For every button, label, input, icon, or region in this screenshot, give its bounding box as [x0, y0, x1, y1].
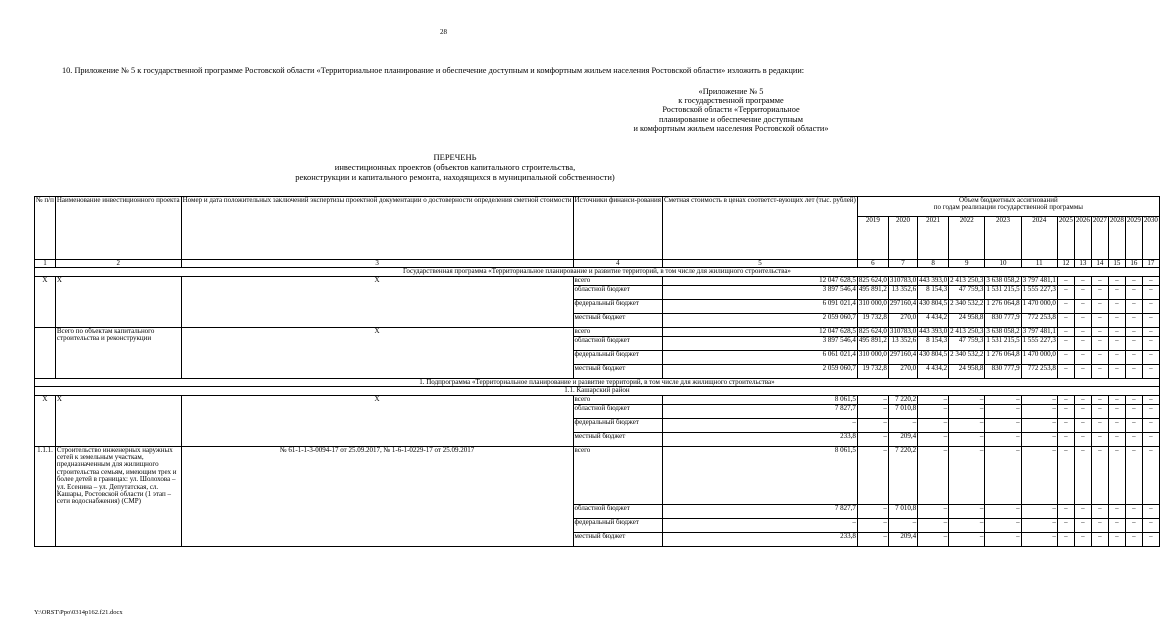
- header-volume-top: Объем бюджетных ассигнований: [959, 196, 1058, 204]
- value-cell: 2 340 532,2: [949, 350, 985, 364]
- value-cell: –: [1125, 336, 1142, 350]
- value-cell: –: [1091, 518, 1108, 532]
- value-cell: –: [1057, 336, 1074, 350]
- table-row: [35, 395, 1160, 404]
- value-cell: 310783,0: [889, 275, 917, 284]
- value-cell: –: [1091, 285, 1108, 299]
- value-cell: –: [1108, 518, 1125, 532]
- value-cell: 4 434,2: [918, 364, 949, 378]
- value-cell: 2 059 060,7: [663, 313, 858, 327]
- value-cell: 209,4: [888, 532, 917, 546]
- value-cell: –: [949, 532, 985, 546]
- value-cell: –: [1125, 446, 1142, 504]
- year-header: 2023: [985, 217, 1021, 260]
- value-cell: 7 010,8: [888, 404, 917, 418]
- expert-conclusion: Х: [181, 395, 573, 446]
- value-cell: –: [1074, 432, 1091, 446]
- table-row: [35, 446, 1160, 504]
- year-header: 2029: [1125, 217, 1142, 260]
- funding-source: федеральный бюджет: [573, 350, 662, 364]
- value-cell: 7 220,2: [888, 395, 917, 404]
- value-cell: 7 010,8: [888, 504, 917, 518]
- header-volume: [857, 197, 1159, 217]
- value-cell: –: [1057, 299, 1074, 313]
- value-cell: –: [1091, 504, 1108, 518]
- row-number: [35, 327, 56, 378]
- value-cell: –: [949, 395, 985, 404]
- appendix-caption: [600, 87, 862, 133]
- value-cell: –: [985, 432, 1021, 446]
- year-header: 2021: [918, 217, 949, 260]
- section-title: Государственная программа «Территориальное планирование и развитие территорий, в том числе для жилищного строительства»: [35, 268, 1160, 276]
- value-cell: –: [1091, 432, 1108, 446]
- value-cell: –: [1108, 313, 1125, 327]
- year-header: 2026: [1074, 217, 1091, 260]
- funding-source: всего: [573, 446, 662, 504]
- value-cell: –: [1125, 313, 1142, 327]
- value-cell: 825 624,0: [858, 326, 887, 335]
- year-header: 2030: [1142, 217, 1159, 260]
- value-cell: –: [1074, 313, 1091, 327]
- header-no: № п/п: [35, 197, 56, 260]
- value-cell: 3 638 058,2: [986, 275, 1020, 284]
- value-cell: –: [985, 395, 1021, 404]
- value-cell: –: [918, 395, 949, 404]
- value-cell: –: [1074, 518, 1091, 532]
- value-cell: 1 531 215,5: [985, 285, 1021, 299]
- value-cell: –: [1142, 504, 1159, 518]
- column-number: 15: [1108, 260, 1125, 268]
- column-number: 16: [1125, 260, 1142, 268]
- appendix-line: к государственной программе: [678, 96, 784, 106]
- value-cell: –: [1021, 404, 1057, 418]
- column-number: 12: [1057, 260, 1074, 268]
- funding-source: областной бюджет: [573, 336, 662, 350]
- value-cell: –: [1074, 285, 1091, 299]
- value-cell: 270,0: [888, 313, 917, 327]
- column-number: 3: [181, 260, 573, 268]
- value-cell: –: [1074, 364, 1091, 378]
- value-cell: 6 091 021,4: [663, 299, 858, 313]
- value-cell: –: [1108, 418, 1125, 432]
- column-number: 4: [573, 260, 662, 268]
- value-cell: –: [857, 504, 888, 518]
- value-cell: –: [1125, 532, 1142, 546]
- value-cell: –: [1108, 532, 1125, 546]
- value-cell: –: [1142, 327, 1159, 336]
- value-cell: –: [1057, 532, 1074, 546]
- value-cell: –: [857, 404, 888, 418]
- value-cell: –: [1125, 395, 1142, 404]
- value-cell: 19 732,8: [857, 364, 888, 378]
- funding-source: областной бюджет: [573, 404, 662, 418]
- value-cell: –: [949, 404, 985, 418]
- value-cell: 8 061,5: [663, 446, 858, 504]
- column-number: 14: [1091, 260, 1108, 268]
- value-cell: 13 352,6: [888, 285, 917, 299]
- value-cell: 2 413 250,3: [950, 275, 984, 284]
- value-cell: –: [1125, 504, 1142, 518]
- value-cell: –: [1108, 432, 1125, 446]
- table-row: [35, 276, 1160, 285]
- value-cell: –: [949, 432, 985, 446]
- value-cell: 495 891,2: [857, 336, 888, 350]
- year-header: 2027: [1091, 217, 1108, 260]
- row-number: Х: [35, 276, 56, 327]
- value-cell: –: [857, 432, 888, 446]
- value-cell: 1 470 000,0: [1021, 299, 1057, 313]
- project-name: Всего по объектам капитального строительства и реконструкции: [55, 327, 181, 378]
- row-number: 1.1.1.: [35, 446, 56, 546]
- value-cell: 310783,0: [889, 326, 917, 335]
- value-cell: –: [1142, 418, 1159, 432]
- value-cell: 8 061,5: [663, 395, 858, 404]
- value-cell: –: [1142, 432, 1159, 446]
- value-cell: –: [857, 395, 888, 404]
- value-cell: –: [1091, 364, 1108, 378]
- value-cell: –: [1125, 518, 1142, 532]
- value-cell: 8 154,3: [918, 285, 949, 299]
- value-cell: 1 276 064,8: [985, 350, 1021, 364]
- value-cell: 297160,4: [888, 299, 917, 313]
- value-cell: –: [918, 418, 949, 432]
- value-cell: –: [857, 446, 888, 504]
- column-number: 5: [663, 260, 858, 268]
- value-cell: 6 061 021,4: [663, 350, 858, 364]
- value-cell: 3 797 481,1: [1022, 326, 1056, 335]
- column-number: 9: [949, 260, 985, 268]
- value-cell: –: [857, 418, 888, 432]
- value-cell: 2 340 532,2: [949, 299, 985, 313]
- value-cell: –: [918, 446, 949, 504]
- year-header: 2022: [949, 217, 985, 260]
- column-number: 8: [918, 260, 949, 268]
- value-cell: –: [663, 418, 858, 432]
- value-cell: –: [985, 504, 1021, 518]
- value-cell: –: [1074, 336, 1091, 350]
- value-cell: –: [1125, 418, 1142, 432]
- value-cell: 443 393,0: [919, 275, 948, 284]
- value-cell: –: [1091, 395, 1108, 404]
- value-cell: –: [1057, 276, 1074, 285]
- value-cell: –: [1108, 395, 1125, 404]
- value-cell: 825 624,0: [858, 275, 887, 284]
- value-cell: –: [857, 532, 888, 546]
- section-row: [35, 387, 1160, 395]
- value-cell: 430 804,5: [918, 299, 949, 313]
- expert-conclusion: № 61-1-1-3-0094-17 от 25.09.2017, № 1-6-1-0229-17 от 25.09.2017: [181, 446, 573, 546]
- value-cell: –: [1057, 313, 1074, 327]
- value-cell: –: [1021, 518, 1057, 532]
- intro-paragraph: 10. Приложение № 5 к государственной программе Ростовской области «Территориальное планирование и обеспечение доступным и комфортным жильем населения Ростовской области» изложить в редакции:: [62, 66, 805, 75]
- value-cell: –: [985, 446, 1021, 504]
- value-cell: –: [1108, 350, 1125, 364]
- funding-source: федеральный бюджет: [573, 518, 662, 532]
- column-number: 11: [1021, 260, 1057, 268]
- value-cell: 233,8: [663, 532, 858, 546]
- value-cell: –: [1142, 395, 1159, 404]
- value-cell: –: [663, 518, 858, 532]
- funding-source: всего: [573, 327, 662, 336]
- value-cell: –: [1074, 446, 1091, 504]
- value-cell: –: [1021, 446, 1057, 504]
- value-cell: –: [1125, 276, 1142, 285]
- project-name: Строительство инженерных наружных сетей к земельным участкам, предназначенным для жилищного строительства семьям, имеющим трех и более детей в границах: ул. Шолохова – ул. Есенина – ул. Депутатская, сл. Кашары, Ростовской области (1 этап – сети водоснабжения) (СМР): [55, 446, 181, 546]
- value-cell: –: [1057, 350, 1074, 364]
- year-header: 2020: [888, 217, 917, 260]
- section-title: 1.1. Кашарский район: [35, 387, 1160, 395]
- value-cell: –: [1108, 504, 1125, 518]
- value-cell: –: [1142, 446, 1159, 504]
- value-cell: –: [918, 504, 949, 518]
- value-cell: –: [1142, 404, 1159, 418]
- expert-conclusion: Х: [181, 327, 573, 378]
- value-cell: 2 059 060,7: [663, 364, 858, 378]
- value-cell: –: [1125, 364, 1142, 378]
- value-cell: 430 804,5: [918, 350, 949, 364]
- value-cell: –: [888, 518, 917, 532]
- header-row: [35, 197, 1160, 217]
- value-cell: –: [1091, 336, 1108, 350]
- value-cell: 495 891,2: [857, 285, 888, 299]
- funding-source: всего: [573, 395, 662, 404]
- value-cell: –: [918, 518, 949, 532]
- value-cell: –: [1125, 404, 1142, 418]
- value-cell: 47 759,3: [949, 336, 985, 350]
- investment-projects-table: [34, 196, 1160, 547]
- value-cell: –: [1021, 504, 1057, 518]
- document-subtitle: реконструкции и капитального ремонта, находящихся в муниципальной собственности): [295, 172, 615, 182]
- value-cell: –: [1057, 518, 1074, 532]
- value-cell: –: [1074, 418, 1091, 432]
- value-cell: –: [1091, 313, 1108, 327]
- value-cell: –: [1108, 336, 1125, 350]
- value-cell: 7 220,2: [888, 446, 917, 504]
- header-volume-sub: по годам реализации государственной программы: [933, 203, 1083, 212]
- value-cell: 8 154,3: [918, 336, 949, 350]
- value-cell: 1 555 227,3: [1021, 285, 1057, 299]
- value-cell: –: [1091, 532, 1108, 546]
- document-title: ПЕРЕЧЕНЬ: [433, 152, 477, 162]
- value-cell: 1 555 227,3: [1021, 336, 1057, 350]
- value-cell: –: [918, 432, 949, 446]
- value-cell: –: [1142, 299, 1159, 313]
- value-cell: 3 897 546,4: [663, 285, 858, 299]
- value-cell: –: [1091, 327, 1108, 336]
- value-cell: –: [888, 418, 917, 432]
- value-cell: –: [1021, 432, 1057, 446]
- column-number: 10: [985, 260, 1021, 268]
- value-cell: 12 047 628,5: [663, 276, 858, 285]
- funding-source: местный бюджет: [573, 364, 662, 378]
- value-cell: –: [1142, 285, 1159, 299]
- value-cell: 24 958,8: [949, 364, 985, 378]
- column-number: 2: [55, 260, 181, 268]
- value-cell: –: [1142, 518, 1159, 532]
- value-cell: –: [1074, 404, 1091, 418]
- value-cell: 2 413 250,3: [950, 326, 984, 335]
- funding-source: областной бюджет: [573, 285, 662, 299]
- value-cell: 1 276 064,8: [985, 299, 1021, 313]
- year-header: 2019: [857, 217, 888, 260]
- section-title: 1. Подпрограмма «Территориальное планирование и развитие территорий, в том числе для жилищного строительства»: [35, 378, 1160, 386]
- funding-source: всего: [573, 276, 662, 285]
- value-cell: –: [1108, 364, 1125, 378]
- value-cell: –: [1057, 395, 1074, 404]
- expert-conclusion: Х: [181, 276, 573, 327]
- funding-source: федеральный бюджет: [573, 299, 662, 313]
- file-path: Y:\ORST\Ppo\0314p162.f21.docx: [34, 609, 123, 616]
- column-number: 17: [1142, 260, 1159, 268]
- value-cell: –: [1108, 285, 1125, 299]
- project-name: Х: [55, 276, 181, 327]
- value-cell: –: [1108, 404, 1125, 418]
- value-cell: 7 827,7: [663, 504, 858, 518]
- table-row: [35, 327, 1160, 336]
- value-cell: 1 470 000,0: [1021, 350, 1057, 364]
- year-header: 2028: [1108, 217, 1125, 260]
- value-cell: –: [1091, 350, 1108, 364]
- value-cell: 310 000,0: [857, 299, 888, 313]
- appendix-line: Ростовской области «Территориальное: [662, 105, 800, 115]
- value-cell: –: [949, 504, 985, 518]
- value-cell: –: [857, 518, 888, 532]
- value-cell: –: [1057, 418, 1074, 432]
- value-cell: 443 393,0: [919, 326, 948, 335]
- value-cell: 209,4: [888, 432, 917, 446]
- value-cell: –: [1142, 350, 1159, 364]
- value-cell: –: [1057, 327, 1074, 336]
- value-cell: –: [1057, 504, 1074, 518]
- value-cell: 47 759,3: [949, 285, 985, 299]
- page-number: 28: [440, 28, 447, 36]
- value-cell: –: [1108, 446, 1125, 504]
- value-cell: –: [1074, 504, 1091, 518]
- value-cell: –: [1142, 532, 1159, 546]
- document-subtitle: инвестиционных проектов (объектов капитального строительства,: [334, 162, 576, 172]
- value-cell: –: [1091, 299, 1108, 313]
- value-cell: –: [1074, 532, 1091, 546]
- value-cell: 830 777,9: [985, 313, 1021, 327]
- value-cell: –: [1108, 299, 1125, 313]
- header-source: Источники финанси-рования: [573, 197, 662, 260]
- value-cell: –: [1125, 350, 1142, 364]
- row-number: Х: [35, 395, 56, 446]
- value-cell: –: [985, 418, 1021, 432]
- value-cell: –: [1074, 276, 1091, 285]
- value-cell: 772 253,8: [1021, 313, 1057, 327]
- value-cell: –: [1057, 364, 1074, 378]
- funding-source: местный бюджет: [573, 432, 662, 446]
- value-cell: –: [949, 446, 985, 504]
- value-cell: 270,0: [888, 364, 917, 378]
- value-cell: –: [949, 418, 985, 432]
- value-cell: –: [1057, 446, 1074, 504]
- appendix-line: «Приложение № 5: [698, 87, 764, 96]
- value-cell: 4 434,2: [918, 313, 949, 327]
- value-cell: 830 777,9: [985, 364, 1021, 378]
- column-number: 6: [857, 260, 888, 268]
- value-cell: –: [1142, 313, 1159, 327]
- funding-source: областной бюджет: [573, 504, 662, 518]
- value-cell: –: [1021, 532, 1057, 546]
- value-cell: –: [1057, 285, 1074, 299]
- value-cell: 3 797 481,1: [1022, 275, 1056, 284]
- value-cell: 1 531 215,5: [985, 336, 1021, 350]
- value-cell: –: [1021, 395, 1057, 404]
- value-cell: 772 253,8: [1021, 364, 1057, 378]
- value-cell: –: [1021, 418, 1057, 432]
- value-cell: –: [918, 404, 949, 418]
- header-name: Наименование инвестиционного проекта: [55, 197, 181, 260]
- value-cell: –: [1125, 285, 1142, 299]
- value-cell: –: [1074, 350, 1091, 364]
- value-cell: –: [1108, 276, 1125, 285]
- value-cell: 297160,4: [888, 350, 917, 364]
- value-cell: –: [949, 518, 985, 532]
- value-cell: 12 047 628,5: [663, 327, 858, 336]
- appendix-line: планирование и обеспечение доступным: [659, 114, 803, 124]
- value-cell: –: [1142, 276, 1159, 285]
- funding-source: местный бюджет: [573, 532, 662, 546]
- value-cell: –: [1074, 327, 1091, 336]
- value-cell: 3 897 546,4: [663, 336, 858, 350]
- value-cell: –: [1074, 299, 1091, 313]
- value-cell: 13 352,6: [888, 336, 917, 350]
- value-cell: –: [985, 532, 1021, 546]
- column-number: 1: [35, 260, 56, 268]
- value-cell: –: [1091, 446, 1108, 504]
- value-cell: –: [1142, 364, 1159, 378]
- value-cell: –: [918, 532, 949, 546]
- appendix-line: и комфортным жильем населения Ростовской области»: [633, 123, 829, 133]
- value-cell: 24 958,8: [949, 313, 985, 327]
- value-cell: –: [1142, 336, 1159, 350]
- value-cell: –: [1125, 299, 1142, 313]
- header-expert: Номер и дата положительных заключений экспертизы проектной документации о достоверности определения сметной стоимости: [181, 197, 573, 260]
- value-cell: –: [1108, 327, 1125, 336]
- year-header: 2024: [1021, 217, 1057, 260]
- value-cell: 310 000,0: [857, 350, 888, 364]
- value-cell: –: [1125, 432, 1142, 446]
- funding-source: местный бюджет: [573, 313, 662, 327]
- column-number: 7: [888, 260, 917, 268]
- value-cell: –: [1074, 395, 1091, 404]
- value-cell: –: [1057, 432, 1074, 446]
- value-cell: –: [1057, 404, 1074, 418]
- value-cell: 19 732,8: [857, 313, 888, 327]
- column-number: 13: [1074, 260, 1091, 268]
- value-cell: –: [1091, 418, 1108, 432]
- value-cell: 7 827,7: [663, 404, 858, 418]
- value-cell: –: [985, 404, 1021, 418]
- year-header: 2025: [1057, 217, 1074, 260]
- value-cell: –: [985, 518, 1021, 532]
- project-name: Х: [55, 395, 181, 446]
- value-cell: –: [1125, 327, 1142, 336]
- value-cell: 233,8: [663, 432, 858, 446]
- funding-source: федеральный бюджет: [573, 418, 662, 432]
- header-cost: Сметная стоимость в ценах соответст-вующих лет (тыс. рублей): [663, 197, 858, 260]
- value-cell: 3 638 058,2: [986, 326, 1020, 335]
- value-cell: –: [1091, 404, 1108, 418]
- value-cell: –: [1091, 276, 1108, 285]
